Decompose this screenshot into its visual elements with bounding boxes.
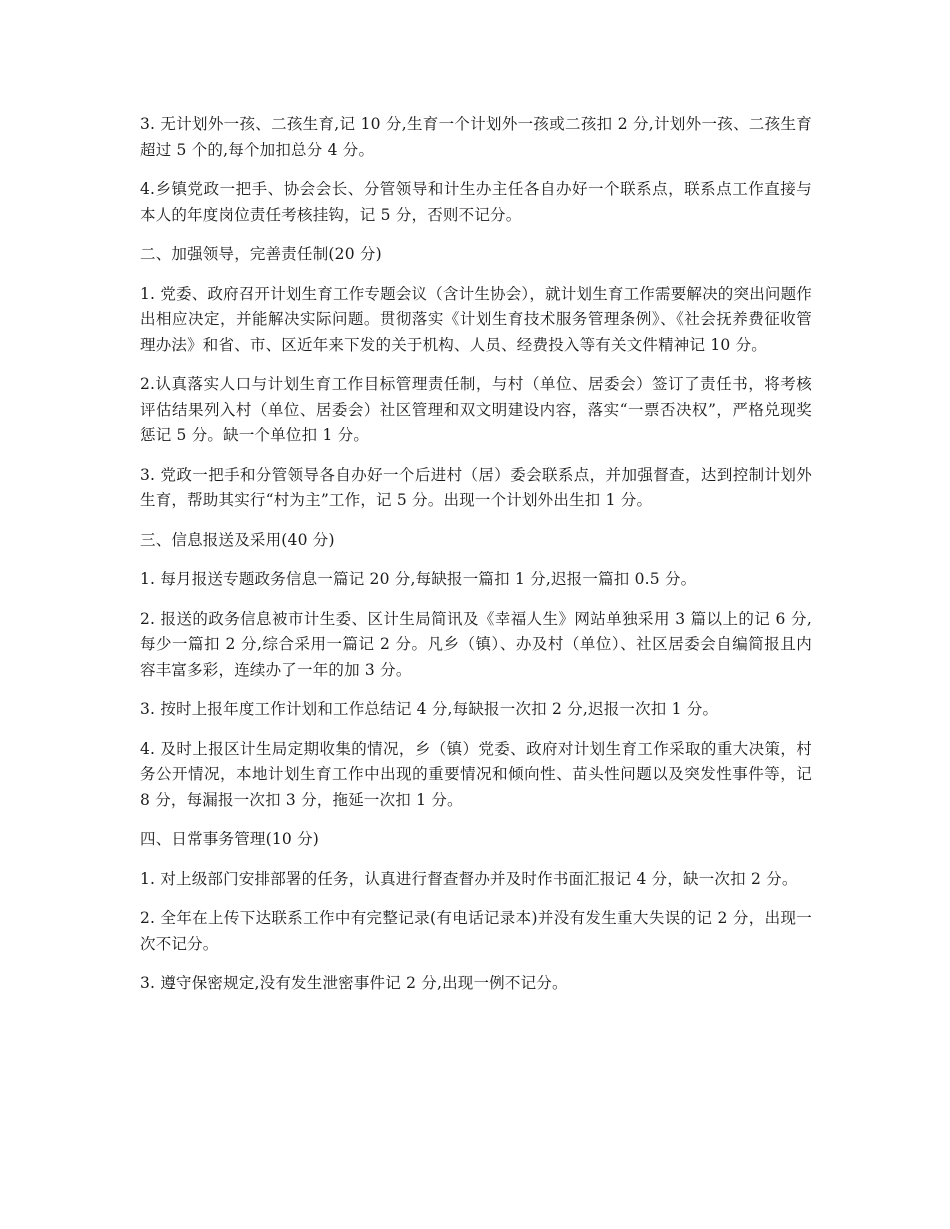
item-paragraph: 2. 报送的政务信息被市计生委、区计生局简讯及《幸福人生》网站单独采用 3 篇以上的记 6 分,每少一篇扣 2 分,综合采用一篇记 2 分。凡乡（镇）、办及村（单位）、社区居委会自编简报且内容丰富多彩，连续办了一年的加 3 分。 (140, 609, 812, 679)
item-paragraph: 3. 遵守保密规定,没有发生泄密事件记 2 分,出现一例不记分。 (140, 974, 568, 992)
section-heading: 四、日常事务管理(10 分) (140, 830, 320, 848)
item-paragraph: 2. 全年在上传下达联系工作中有完整记录(有电话记录本)并没有发生重大失误的记 2 分，出现一次不记分。 (140, 909, 812, 953)
item-paragraph: 1. 每月报送专题政务信息一篇记 20 分,每缺报一篇扣 1 分,迟报一篇扣 0.5 分。 (140, 570, 697, 588)
item-paragraph: 3. 党政一把手和分管领导各自办好一个后进村（居）委会联系点，并加强督查，达到控制计划外生育，帮助其实行“村为主”工作，记 5 分。出现一个计划外出生扣 1 分。 (140, 465, 812, 509)
item-paragraph: 4.乡镇党政一把手、协会会长、分管领导和计生办主任各自办好一个联系点，联系点工作直接与本人的年度岗位责任考核挂钩，记 5 分，否则不记分。 (140, 180, 812, 224)
document-page (140, 112, 812, 1011)
item-paragraph: 4. 及时上报区计生局定期收集的情况，乡（镇）党委、政府对计划生育工作采取的重大决策，村务公开情况，本地计划生育工作中出现的重要情况和倾向性、苗头性问题以及突发性事件等，记 8 分，每漏报一次扣 3 分，拖延一次扣 1 分。 (140, 739, 812, 809)
item-paragraph: 3. 按时上报年度工作计划和工作总结记 4 分,每缺报一次扣 2 分,迟报一次扣 1 分。 (140, 700, 719, 718)
item-paragraph: 3. 无计划外一孩、二孩生育,记 10 分,生育一个计划外一孩或二孩扣 2 分,计划外一孩、二孩生育超过 5 个的,每个加扣总分 4 分。 (140, 115, 812, 159)
item-paragraph: 2.认真落实人口与计划生育工作目标管理责任制，与村（单位、居委会）签订了责任书，将考核评估结果列入村（单位、居委会）社区管理和双文明建设内容，落实“一票否决权”，严格兑现奖惩记 5 分。缺一个单位扣 1 分。 (140, 375, 812, 444)
item-paragraph: 1. 党委、政府召开计划生育工作专题会议（含计生协会），就计划生育工作需要解决的突出问题作出相应决定，并能解决实际问题。贯彻落实《计划生育技术服务管理条例》、《社会抚养费征收管理办法》和省、市、区近年来下发的关于机构、人员、经费投入等有关文件精神记 10 分。 (140, 284, 812, 354)
section-heading: 三、信息报送及采用(40 分) (140, 530, 335, 549)
item-paragraph: 1. 对上级部门安排部署的任务，认真进行督查督办并及时作书面汇报记 4 分，缺一次扣 2 分。 (140, 869, 798, 888)
section-heading: 二、加强领导，完善责任制(20 分) (140, 245, 382, 263)
